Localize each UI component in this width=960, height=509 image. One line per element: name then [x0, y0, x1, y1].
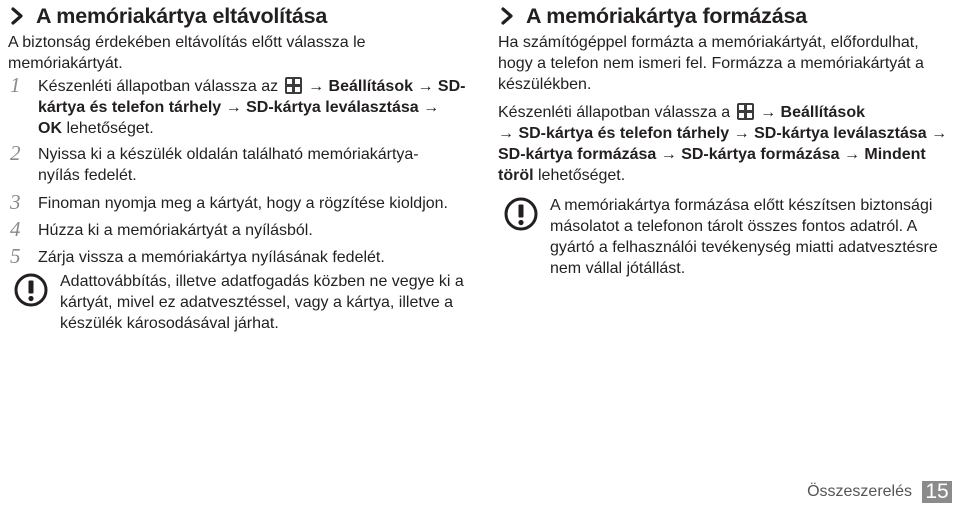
- step-number: 2: [10, 141, 21, 165]
- step-text: Zárja vissza a memóriakártya nyílásának fedelét.: [38, 249, 385, 266]
- step-number: 4: [10, 217, 21, 241]
- step-text: Húzza ki a memóriakártyát a nyílásból.: [38, 222, 313, 239]
- warning-text: Adattovábbítás, illetve adatfogadás közben ne vegye ki a kártyát, mivel ez adatvesztéssel, vagy a kártya, illetve a készülék károsodásával járhat.: [60, 273, 464, 332]
- step-2: [8, 141, 466, 186]
- arrow-icon: →: [843, 146, 860, 163]
- section-name: Összeszerelés: [807, 483, 912, 500]
- section-format-card: [498, 0, 956, 279]
- section-heading: [498, 2, 956, 30]
- arrow-icon: →: [660, 146, 677, 163]
- chevron-right-icon: [8, 6, 28, 26]
- menu-path-format: SD-kártya formázása: [681, 146, 840, 163]
- arrow-icon: →: [733, 125, 750, 142]
- arrow-icon: →: [417, 78, 434, 95]
- step-text: Finoman nyomja meg a kártyát, hogy a rögzítése kioldjon.: [38, 195, 448, 212]
- apps-grid-icon: [285, 77, 302, 94]
- format-instruction: [498, 102, 956, 186]
- section-title: A memóriakártya eltávolítása: [36, 3, 328, 28]
- menu-path-settings: Beállítások: [780, 104, 865, 121]
- step-3: [8, 190, 466, 214]
- warning-icon: [504, 197, 538, 231]
- arrow-icon: →: [225, 99, 242, 116]
- menu-path-unmount: SD-kártya leválasztása: [246, 99, 419, 116]
- step-1: [8, 73, 466, 139]
- arrow-icon: →: [931, 125, 948, 142]
- section-intro: Ha számítógéppel formázta a memóriakártyát, előfordulhat, hogy a telefon nem ismeri fel. Formázza a memóriakártyát a készülékben.: [498, 34, 924, 93]
- section-title: A memóriakártya formázása: [526, 3, 808, 28]
- arrow-icon: →: [308, 78, 325, 95]
- page-footer: [807, 481, 952, 503]
- page-number: 15: [922, 481, 952, 503]
- menu-path-erase-all: Mindent töröl: [498, 146, 926, 184]
- warning-note: [8, 271, 466, 334]
- menu-path-ok: OK: [38, 120, 62, 137]
- step-text: Nyissa ki a készülék oldalán található memóriakártya-nyílás fedelét.: [38, 146, 419, 184]
- step-4: [8, 217, 466, 241]
- menu-path-format: SD-kártya formázása: [498, 146, 657, 163]
- warning-icon: [14, 273, 48, 307]
- warning-text: A memóriakártya formázása előtt készítsen biztonsági másolatot a telefonon tárolt összes fontos adatról. A gyártó a felhasználói tevékenység miatti adatvesztésre nem vállal jótállást.: [550, 197, 938, 277]
- warning-note: [498, 195, 956, 279]
- arrow-icon: →: [498, 125, 514, 142]
- step-5: [8, 244, 466, 268]
- instruction-text: lehetőséget.: [538, 167, 626, 184]
- section-intro: A biztonság érdekében eltávolítás előtt válassza le memóriakártyát.: [8, 34, 366, 72]
- chevron-right-icon: [498, 6, 518, 26]
- menu-path-storage: SD-kártya és telefon tárhely: [38, 78, 466, 116]
- arrow-icon: →: [760, 104, 777, 121]
- step-text: Készenléti állapotban válassza az: [38, 78, 279, 95]
- section-heading: [8, 2, 466, 30]
- menu-path-unmount: SD-kártya leválasztása: [754, 125, 927, 142]
- step-number: 3: [10, 190, 21, 214]
- menu-path-storage: SD-kártya és telefon tárhely: [518, 125, 730, 142]
- section-remove-card: [8, 0, 466, 334]
- step-text: lehetőséget.: [66, 120, 154, 137]
- instruction-text: Készenléti állapotban válassza a: [498, 104, 731, 121]
- step-number: 5: [10, 244, 21, 268]
- apps-grid-icon: [737, 103, 754, 120]
- arrow-icon: →: [423, 99, 440, 116]
- step-number: 1: [10, 73, 21, 97]
- menu-path-settings: Beállítások: [328, 78, 413, 95]
